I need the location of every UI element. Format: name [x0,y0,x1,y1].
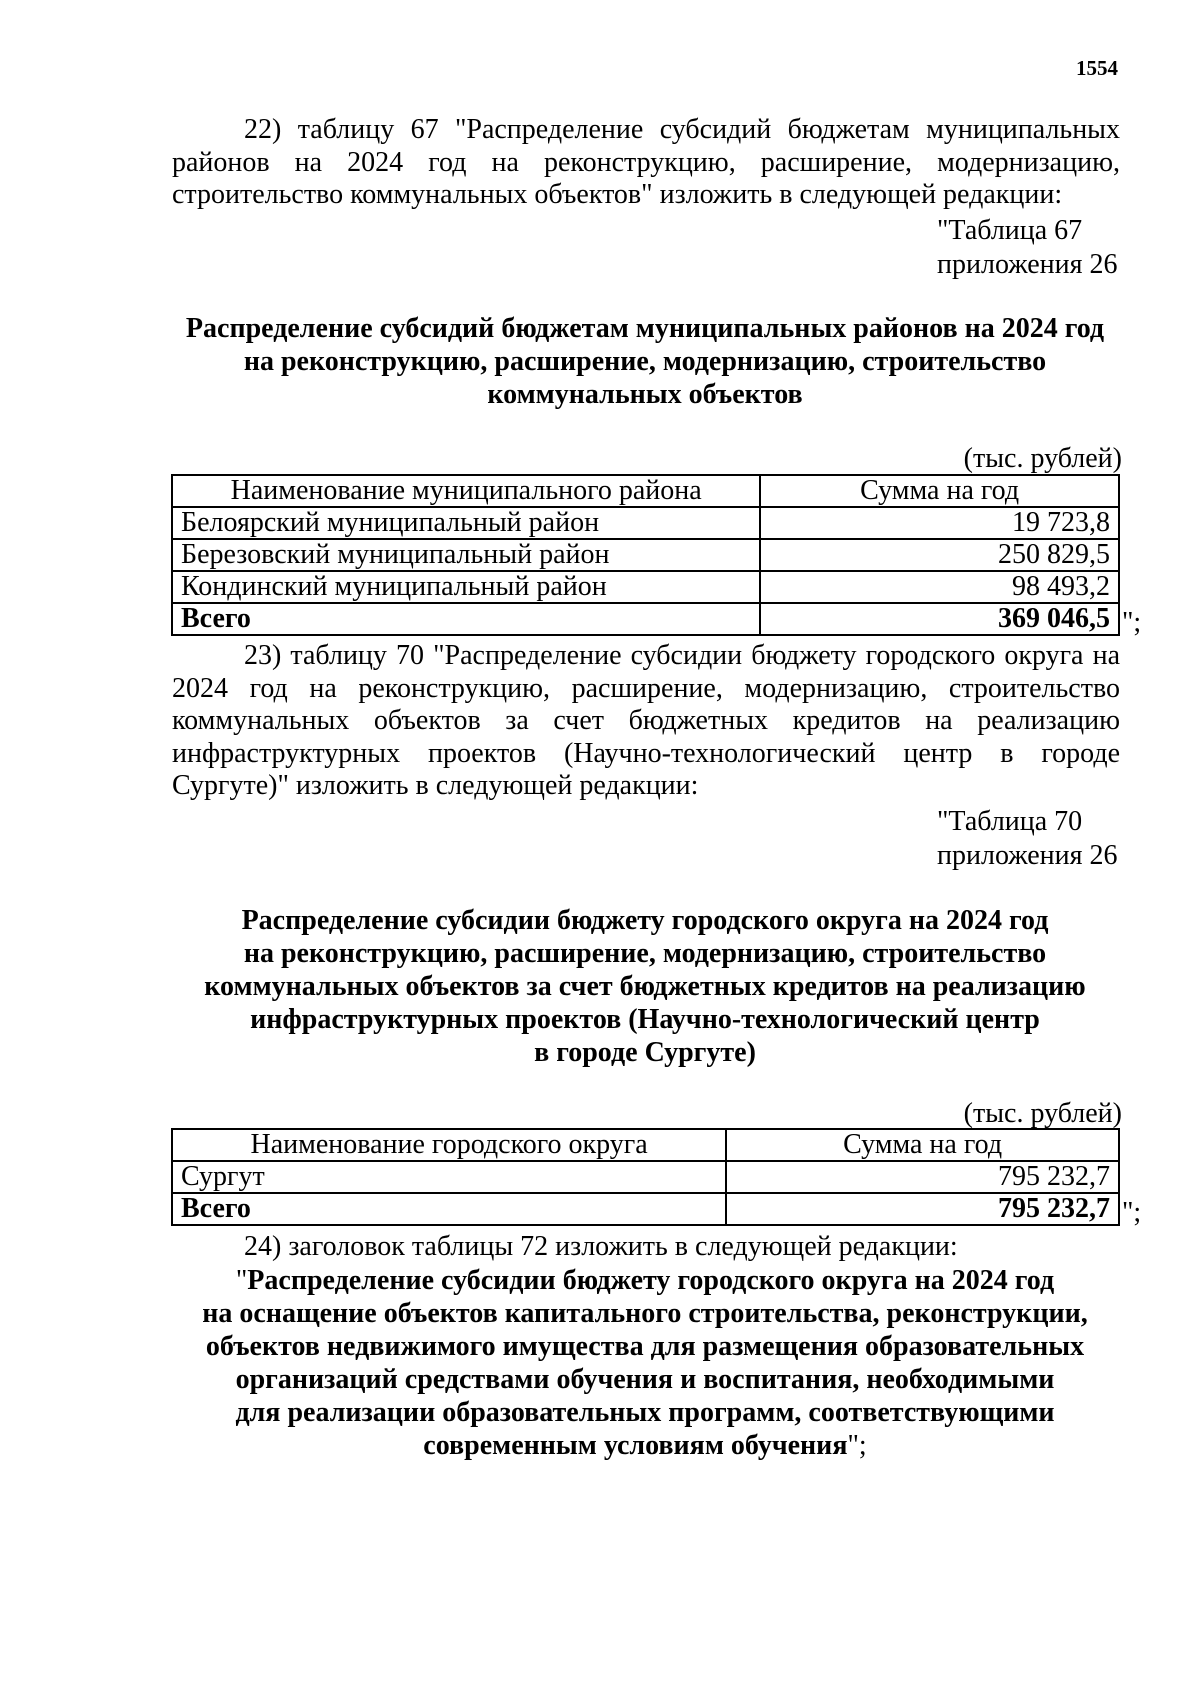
table-row [172,1161,1119,1193]
table-72-closing-quote: "; [847,1430,867,1461]
total-value: 369 046,5 [760,603,1119,635]
table-67 [171,474,1120,636]
table-67-note-line2: приложения 26 [937,249,1118,280]
total-label: Всего [172,1193,726,1225]
table-70-note [937,805,1137,873]
table-row [172,507,1119,539]
table-70-heading-line2: на реконструкцию, расширение, модернизацию, строительство [243,938,1047,969]
page-number: 1554 [1076,56,1118,80]
column-header-district: Наименование городского округа [172,1129,726,1161]
row-value: 98 493,2 [760,571,1119,603]
row-name: Сургут [172,1161,726,1193]
item-24-text: 24) заголовок таблицы 72 изложить в следующей редакции: [244,1231,958,1262]
table-67-note [937,214,1137,282]
table-72-heading-line2: на оснащение объектов капитального строительства, реконструкции, [202,1298,1088,1329]
table-72-heading-line3: объектов недвижимого имущества для размещения образовательных [205,1331,1085,1362]
table-70-note-line2: приложения 26 [937,840,1118,871]
total-label: Всего [172,603,760,635]
table-72-heading-line1: Распределение субсидии бюджету городского округа на 2024 год [247,1265,1055,1296]
table-70-heading-line1: Распределение субсидии бюджету городского округа на 2024 год [241,905,1049,936]
table-72-open-quote: " [235,1265,248,1296]
table-67-units: (тыс. рублей) [963,443,1122,474]
table-67-heading-line2: на реконструкцию, расширение, модернизацию, строительство [243,346,1047,377]
row-name: Березовский муниципальный район [172,539,760,571]
table-row [172,539,1119,571]
row-value: 19 723,8 [760,507,1119,539]
table-row [172,571,1119,603]
row-value: 795 232,7 [726,1161,1119,1193]
item-23-text: 23) таблицу 70 "Распределение субсидии бюджету городского округа на 2024 год на реконструкцию, расширение, модернизацию, строительство коммунальных объектов за счет бюджетных кредитов на реализацию инфраструктурных проектов (Научно-технологический центр в городе Сургуте)" изложить в следующей редакции: [172,640,1120,801]
table-70-heading [150,904,1140,1069]
table-header-row [172,1129,1119,1161]
table-70-heading-line3: коммунальных объектов за счет бюджетных кредитов на реализацию [204,971,1086,1002]
table-70-units: (тыс. рублей) [963,1098,1122,1129]
table-70-closing-quote: "; [1122,1197,1142,1228]
row-name: Белоярский муниципальный район [172,507,760,539]
table-70-heading-line4: инфраструктурных проектов (Научно-технологический центр [250,1004,1040,1035]
table-67-note-line1: "Таблица 67 [937,215,1083,246]
table-67-heading [150,312,1140,411]
table-67-closing-quote: "; [1122,607,1142,638]
column-header-district: Наименование муниципального района [172,475,760,507]
table-67-heading-line1: Распределение субсидий бюджетам муниципальных районов на 2024 год [185,313,1105,344]
item-22-text: 22) таблицу 67 "Распределение субсидий бюджетам муниципальных районов на 2024 год на реконструкцию, расширение, модернизацию, строительство коммунальных объектов" изложить в следующей редакции: [172,114,1120,210]
table-67-heading-line3: коммунальных объектов [487,379,803,410]
item-22-paragraph [172,114,1120,212]
table-total-row [172,1193,1119,1225]
item-23-paragraph [172,640,1120,803]
row-value: 250 829,5 [760,539,1119,571]
table-total-row [172,603,1119,635]
table-70 [171,1128,1120,1226]
table-72-heading-line5: для реализации образовательных программ, соответствующими [235,1397,1055,1428]
column-header-amount: Сумма на год [726,1129,1119,1161]
row-name: Кондинский муниципальный район [172,571,760,603]
table-72-heading-line6: современным условиям обучения [423,1430,848,1461]
table-72-heading-line4: организаций средствами обучения и воспитания, необходимыми [235,1364,1055,1395]
table-header-row [172,475,1119,507]
table-70-heading-line5: в городе Сургуте) [534,1037,756,1068]
total-value: 795 232,7 [726,1193,1119,1225]
column-header-amount: Сумма на год [760,475,1119,507]
table-70-note-line1: "Таблица 70 [937,806,1083,837]
table-72-heading [150,1264,1140,1462]
